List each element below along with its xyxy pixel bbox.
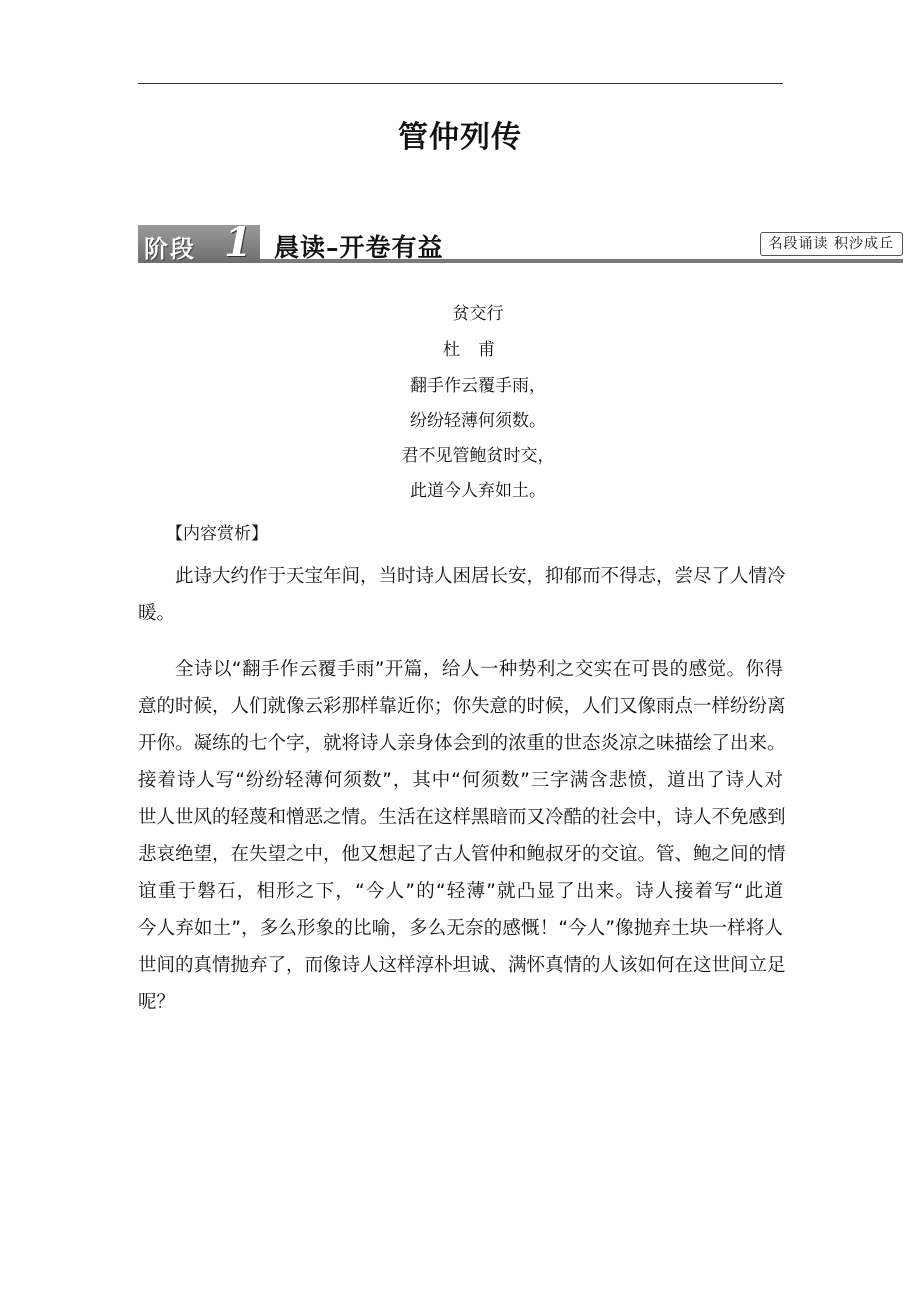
analysis-paragraph-1 <box>138 558 786 632</box>
poem-title: 贫交行 <box>452 304 504 324</box>
poem-line: 翻手作云覆手雨， <box>410 376 546 396</box>
header-rule <box>138 83 783 84</box>
paragraph-line: 世间的真情抛弃了，而像诗人这样淳朴坦诚、满怀真情的人该如何在这世间立足 <box>138 955 786 976</box>
stage-label: 阶段 <box>144 235 196 263</box>
stage-heading: 晨读–开卷有益 <box>274 233 444 262</box>
stage-tab <box>138 219 260 266</box>
stage-motto-badge: 名段诵读 积沙成丘 <box>760 232 903 256</box>
poem-line: 纷纷轻薄何须数。 <box>410 411 546 431</box>
paragraph-line: 开你。凝练的七个字，就将诗人亲身体会到的浓重的世态炎凉之味描绘了出来。 <box>138 733 786 754</box>
paragraph-line: 暖。 <box>138 603 176 624</box>
paragraph-line: 谊重于磐石，相形之下，“今人”的“轻薄”就凸显了出来。诗人接着写“此道 <box>138 881 783 902</box>
poem-author: 杜甫 <box>443 340 513 360</box>
paragraph-line: 意的时候，人们就像云彩那样靠近你；你失意的时候，人们又像雨点一样纷纷离 <box>138 696 786 717</box>
paragraph-line: 全诗以“翻手作云覆手雨”开篇，给人一种势利之交实在可畏的感觉。你得 <box>175 659 783 680</box>
paragraph-line: 此诗大约作于天宝年间，当时诗人困居长安，抑郁而不得志，尝尽了人情冷 <box>175 566 786 587</box>
paragraph-line: 世人世风的轻蔑和憎恶之情。生活在这样黑暗而又冷酷的社会中，诗人不免感到 <box>138 807 786 828</box>
analysis-paragraph-2 <box>138 651 786 1021</box>
document-title: 管仲列传 <box>398 120 522 155</box>
poem <box>0 302 920 514</box>
analysis-label: 【内容赏析】 <box>166 524 268 544</box>
poem-line: 君不见管鲍贫时交， <box>401 446 555 466</box>
paragraph-line: 呢？ <box>138 992 176 1013</box>
stage-banner <box>138 219 903 266</box>
poem-line: 此道今人弃如土。 <box>410 481 546 501</box>
paragraph-line: 悲哀绝望，在失望之中，他又想起了古人管仲和鲍叔牙的交谊。管、鲍之间的情 <box>138 844 786 865</box>
stage-number: 1 <box>224 219 252 266</box>
paragraph-line: 今人弃如土”，多么形象的比喻，多么无奈的感慨！“今人”像抛弃土块一样将人 <box>138 918 783 939</box>
paragraph-line: 接着诗人写“纷纷轻薄何须数”，其中“何须数”三字满含悲愤，道出了诗人对 <box>138 770 783 791</box>
